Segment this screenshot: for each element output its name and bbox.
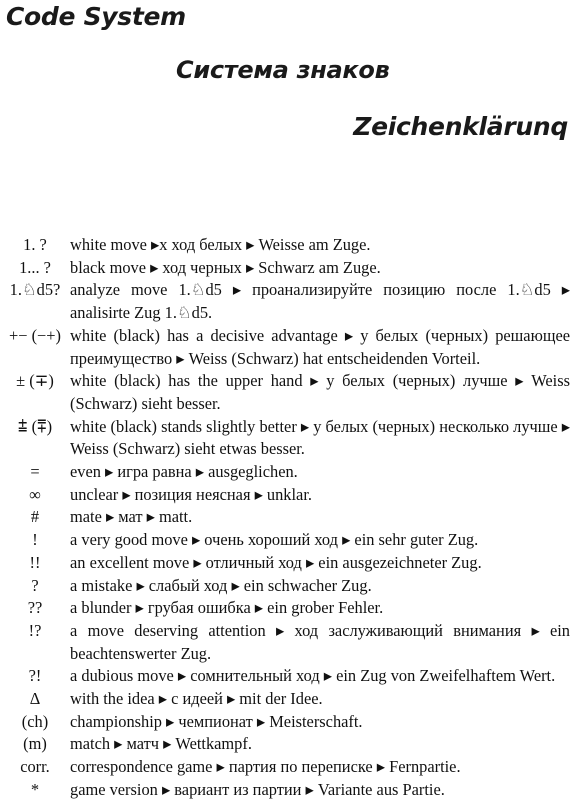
description: game version ▸ вариант из партии ▸ Variante aus Partie. (70, 779, 445, 799)
symbol: 1... ? (19, 257, 51, 277)
legend-row (0, 597, 578, 620)
symbol: ?! (28, 666, 42, 686)
legend-row (0, 529, 578, 552)
symbol: !? (28, 620, 42, 640)
symbol: corr. (20, 757, 50, 777)
symbol-legend-list (0, 234, 578, 802)
symbol: 1.♘d5? (9, 280, 61, 300)
description: white (black) stands slightly better ▸ у белых (черных) несколько лучше ▸ Weiss (Schwarz) sieht etwas besser. (70, 416, 570, 459)
symbol: ? (31, 575, 39, 595)
description: white (black) has the upper hand ▸ у белых (черных) лучше ▸ Weiss (Schwarz) sieht besser. (70, 371, 570, 413)
legend-row (0, 620, 578, 665)
symbol: Δ (29, 689, 41, 709)
description: correspondence game ▸ партия по переписке ▸ Fernpartie. (70, 757, 461, 777)
symbol: +− (−+) (9, 325, 61, 345)
description: mate ▸ мат ▸ matt. (70, 507, 193, 527)
symbol: ⩲ (⩱) (17, 416, 53, 436)
description: black move ▸ ход черных ▸ Schwarz am Zuge. (70, 257, 381, 277)
legend-row (0, 779, 578, 802)
symbol: !! (29, 552, 41, 572)
symbol: 1. ? (23, 235, 47, 254)
description: with the idea ▸ с идеей ▸ mit der Idee. (70, 689, 323, 709)
symbol: (ch) (21, 711, 49, 731)
title-russian: Система знаков (176, 56, 390, 84)
symbol: ! (32, 530, 38, 550)
symbol: ± (∓) (16, 371, 54, 391)
description: championship ▸ чемпионат ▸ Meisterschaft. (70, 711, 363, 731)
symbol: = (30, 462, 40, 482)
description: a dubious move ▸ сомнительный ход ▸ ein Zug von Zweifelhaftem Wert. (70, 666, 556, 686)
description: a mistake ▸ слабый ход ▸ ein schwacher Zug. (70, 575, 372, 595)
legend-row (0, 575, 578, 598)
description: an excellent move ▸ отличный ход ▸ ein ausgezeichneter Zug. (70, 552, 482, 572)
legend-row (0, 711, 578, 734)
description: even ▸ игра равна ▸ ausgeglichen. (70, 462, 298, 482)
legend-row (0, 279, 578, 324)
symbol: # (30, 507, 40, 527)
description: a blunder ▸ грубая ошибка ▸ ein grober Fehler. (70, 598, 384, 618)
symbol: * (30, 779, 40, 799)
description: a move deserving attention ▸ ход заслуживающий внимания ▸ ein beachtenswerter Zug. (70, 620, 570, 663)
symbol: ∞ (29, 484, 41, 504)
title-english: Code System (6, 2, 186, 31)
legend-row (0, 325, 578, 370)
description: analyze move 1.♘d5 ▸ проанализируйте позицию после 1.♘d5 ▸ analisirte Zug 1.♘d5. (70, 280, 570, 323)
legend-row (0, 733, 578, 756)
legend-row (0, 370, 578, 415)
description: a very good move ▸ очень хороший ход ▸ ein sehr guter Zug. (70, 530, 479, 550)
symbol: (m) (23, 734, 47, 754)
symbol: ?? (27, 598, 43, 618)
legend-row (0, 484, 578, 507)
title-german: Zeichenklärunq (353, 112, 568, 141)
legend-row (0, 506, 578, 529)
legend-row (0, 552, 578, 575)
legend-row (0, 257, 578, 280)
description: unclear ▸ позиция неясная ▸ unklar. (70, 484, 312, 504)
legend-row (0, 665, 578, 688)
description: white (black) has a decisive advantage ▸ у белых (черных) решающее преимущество ▸ Weiss (Schwarz) hat entscheidenden Vorteil. (70, 325, 570, 368)
description: white move ▸х ход белых ▸ Weisse am Zuge. (70, 235, 371, 254)
legend-row (0, 461, 578, 484)
legend-row (0, 234, 578, 257)
legend-row (0, 688, 578, 711)
legend-row (0, 756, 578, 779)
description: match ▸ матч ▸ Wettkampf. (70, 734, 252, 754)
legend-row (0, 416, 578, 461)
